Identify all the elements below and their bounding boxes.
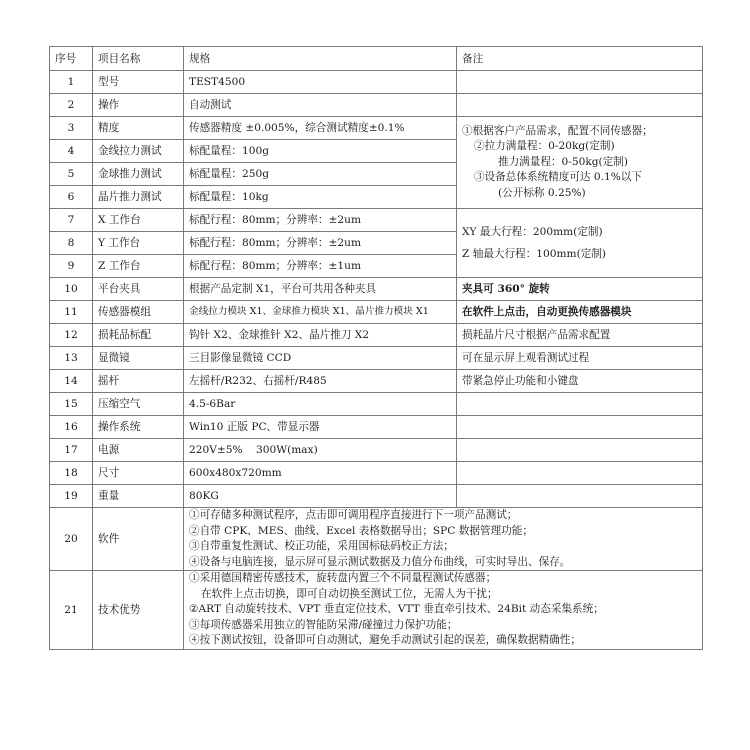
row-no: 1 xyxy=(50,71,93,94)
row-note xyxy=(457,278,703,301)
advantage-line: 在软件上点击切换，即可自动切换至测试工位，无需人为干扰； xyxy=(201,587,498,600)
row-no: 7 xyxy=(50,209,93,232)
row-spec: 标配量程：250g xyxy=(184,163,457,186)
row-spec: 自动测试 xyxy=(184,94,457,117)
header-row xyxy=(50,47,703,71)
row-no: 12 xyxy=(50,324,93,347)
row-spec: 传感器精度 ±0.005%，综合测试精度±0.1% xyxy=(184,117,457,140)
row-spec: 三目影像显微镜 CCD xyxy=(184,347,457,370)
table-row xyxy=(50,370,703,393)
note-line: ③设备总体系统精度可达 0.1%以下 xyxy=(474,171,642,184)
row-note xyxy=(457,393,703,416)
row-no: 17 xyxy=(50,439,93,462)
row-name: 金球推力测试 xyxy=(93,163,184,186)
row-name: Y 工作台 xyxy=(93,232,184,255)
row-spec: Win10 正版 PC、带显示器 xyxy=(184,416,457,439)
row-no: 11 xyxy=(50,301,93,324)
row-name: 技术优势 xyxy=(93,571,184,650)
row-spec: 标配行程：80mm；分辨率：±2um xyxy=(184,232,457,255)
row-no: 20 xyxy=(50,508,93,571)
stage-notes xyxy=(457,209,703,278)
row-no: 18 xyxy=(50,462,93,485)
row-name: 精度 xyxy=(93,117,184,140)
row-spec: 600x480x720mm xyxy=(184,462,457,485)
row-spec: 220V±5% 300W(max) xyxy=(184,439,457,462)
table-row xyxy=(50,439,703,462)
row-note xyxy=(457,485,703,508)
row-no: 5 xyxy=(50,163,93,186)
header-name: 项目名称 xyxy=(93,47,184,71)
software-line: ①可存储多种测试程序，点击即可调用程序直接进行下一项产品测试； xyxy=(189,509,518,521)
software-line: ④设备与电脑连接，显示屏可显示测试数据及力值分布曲线，可实时导出、保存。 xyxy=(189,555,571,568)
row-spec: TEST4500 xyxy=(184,71,457,94)
row-spec: 左摇杆/R232、右摇杆/R485 xyxy=(184,370,457,393)
table-row xyxy=(50,347,703,370)
row-no: 21 xyxy=(50,571,93,650)
row-note: 损耗晶片尺寸根据产品需求配置 xyxy=(457,324,703,347)
row-no: 13 xyxy=(50,347,93,370)
row-no: 8 xyxy=(50,232,93,255)
precision-notes xyxy=(457,117,703,209)
table-row xyxy=(50,117,703,140)
header-note: 备注 xyxy=(457,47,703,71)
advantage-line: ①采用德国精密传感技术，旋转盘内置三个不同量程测试传感器； xyxy=(189,572,497,584)
row-spec: 标配行程：80mm；分辨率：±2um xyxy=(184,209,457,232)
row-name: 操作系统 xyxy=(93,416,184,439)
row-spec: 4.5-6Bar xyxy=(184,393,457,416)
row-no: 14 xyxy=(50,370,93,393)
row-name: Z 工作台 xyxy=(93,255,184,278)
note-bold: 夹具可 360° 旋转 xyxy=(462,283,550,295)
row-name: 重量 xyxy=(93,485,184,508)
row-spec: 标配量程：10kg xyxy=(184,186,457,209)
table-row xyxy=(50,71,703,94)
row-name: 压缩空气 xyxy=(93,393,184,416)
row-no: 16 xyxy=(50,416,93,439)
row-note xyxy=(457,416,703,439)
row-note xyxy=(457,301,703,324)
row-no: 6 xyxy=(50,186,93,209)
row-note xyxy=(457,462,703,485)
table-row xyxy=(50,209,703,232)
row-spec: 标配行程：80mm；分辨率：±1um xyxy=(184,255,457,278)
row-no: 2 xyxy=(50,94,93,117)
header-spec: 规格 xyxy=(184,47,457,71)
row-no: 19 xyxy=(50,485,93,508)
row-note xyxy=(457,71,703,94)
spec-table xyxy=(49,46,703,650)
table-row xyxy=(50,324,703,347)
note-line: XY 最大行程：200mm(定制) xyxy=(462,226,603,238)
note-line: 推力满量程：0-50kg(定制) xyxy=(498,155,629,168)
row-note xyxy=(457,439,703,462)
row-name: 电源 xyxy=(93,439,184,462)
table-row xyxy=(50,278,703,301)
row-name: 摇杆 xyxy=(93,370,184,393)
row-no: 9 xyxy=(50,255,93,278)
note-line: Z 轴最大行程：100mm(定制) xyxy=(462,248,607,260)
row-spec: 金线拉力模块 X1、金球推力模块 X1、晶片推力模块 X1 xyxy=(184,301,457,324)
row-spec: 80KG xyxy=(184,485,457,508)
row-name: 传感器模组 xyxy=(93,301,184,324)
note-line: (公开标称 0.25%) xyxy=(498,186,586,199)
row-name: 尺寸 xyxy=(93,462,184,485)
table-row xyxy=(50,571,703,650)
software-line: ②自带 CPK、MES、曲线、Excel 表格数据导出；SPC 数据管理功能； xyxy=(189,524,533,537)
advantage-cell xyxy=(184,571,703,650)
note-line: ①根据客户产品需求，配置不同传感器； xyxy=(462,124,653,137)
row-name: 损耗品标配 xyxy=(93,324,184,347)
note-line: ②拉力满量程：0-20kg(定制) xyxy=(474,140,615,153)
row-name: 金线拉力测试 xyxy=(93,140,184,163)
advantage-line: ②ART 自动旋转技术、VPT 垂直定位技术、VTT 垂直牵引技术、24Bit 动态采集系统； xyxy=(189,603,604,615)
note-bold: 在软件上点击，自动更换传感器模块 xyxy=(462,306,632,318)
table-row xyxy=(50,416,703,439)
advantage-line: ④按下测试按钮，设备即可自动测试，避免手动测试引起的误差，确保数据精确性； xyxy=(189,634,581,646)
row-note xyxy=(457,94,703,117)
table-row xyxy=(50,393,703,416)
table-row xyxy=(50,485,703,508)
row-name: X 工作台 xyxy=(93,209,184,232)
row-name: 型号 xyxy=(93,71,184,94)
row-note: 带紧急停止功能和小键盘 xyxy=(457,370,703,393)
row-name: 软件 xyxy=(93,508,184,571)
software-line: ③自带重复性测试、校正功能，采用国标砝码校正方法； xyxy=(189,540,454,552)
row-spec: 根据产品定制 X1，平台可共用各种夹具 xyxy=(184,278,457,301)
advantage-line: ③每项传感器采用独立的智能防呆滞/碰撞过力保护功能； xyxy=(189,618,458,631)
row-spec: 标配量程：100g xyxy=(184,140,457,163)
row-no: 4 xyxy=(50,140,93,163)
table-row xyxy=(50,301,703,324)
row-no: 10 xyxy=(50,278,93,301)
table-row xyxy=(50,94,703,117)
row-name: 晶片推力测试 xyxy=(93,186,184,209)
row-note: 可在显示屏上观看测试过程 xyxy=(457,347,703,370)
row-spec: 钩针 X2、金球推针 X2、晶片推刀 X2 xyxy=(184,324,457,347)
header-no: 序号 xyxy=(50,47,93,71)
row-name: 平台夹具 xyxy=(93,278,184,301)
software-cell xyxy=(184,508,703,571)
table-row xyxy=(50,462,703,485)
row-name: 操作 xyxy=(93,94,184,117)
row-no: 3 xyxy=(50,117,93,140)
row-no: 15 xyxy=(50,393,93,416)
row-name: 显微镜 xyxy=(93,347,184,370)
table-row xyxy=(50,508,703,571)
